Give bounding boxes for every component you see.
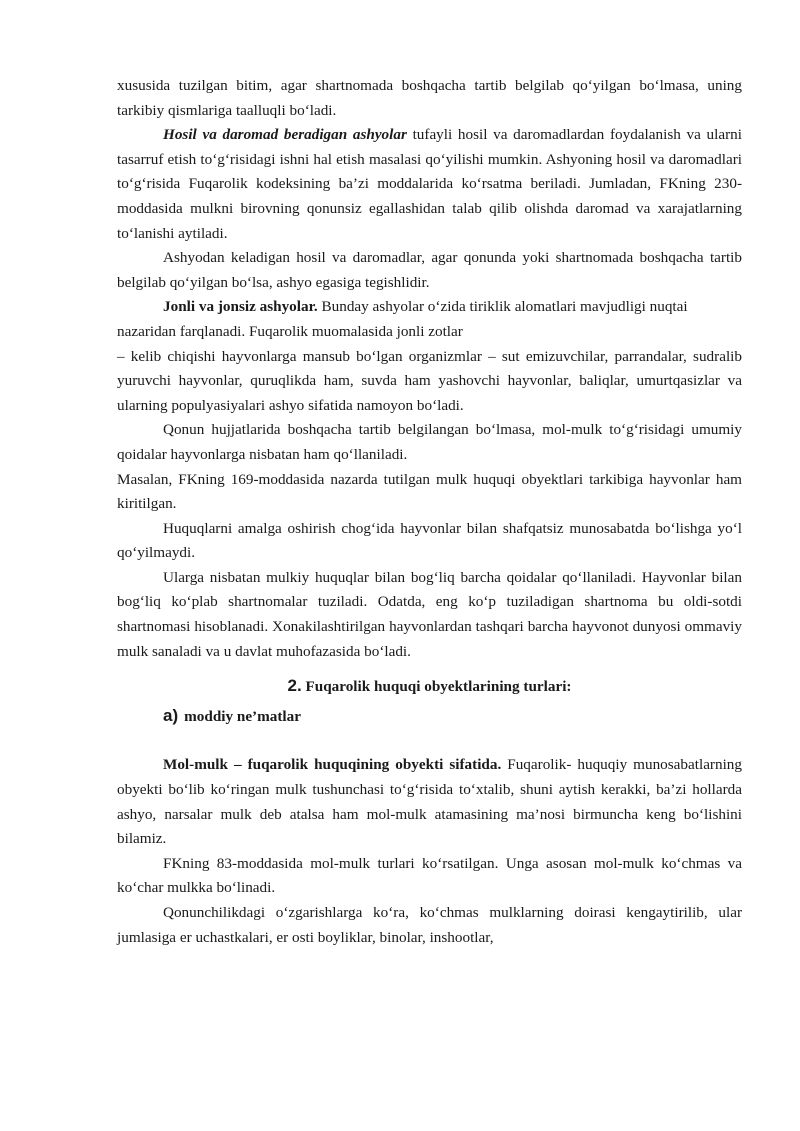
paragraph: xususida tuzilgan bitim, agar shartnomada boshqacha tartib belgilab qo‘yilgan bo‘lmasa, uning tarkibiy qismlariga taalluqli bo‘ladi. bbox=[117, 77, 742, 119]
subsection-letter: a) bbox=[163, 705, 179, 725]
subsection-heading bbox=[117, 704, 742, 730]
paragraph-text: Fuqarolik- huquqiy munosabatlarning obyekti bo‘lib ko‘ringan mulk tushunchasi to‘g‘risida to‘xtalib, shuni aytish kerakki, ba’zi hollarda ashyo, narsalar mulk deb atalsa ham mol-mulk atamasining ma’nosi birmuncha keng bo‘lishini bilamiz. bbox=[117, 756, 742, 848]
section-title: Fuqarolik huquqi obyektlarining turlari: bbox=[301, 678, 572, 696]
paragraph bbox=[117, 123, 742, 246]
term-bold: Mol-mulk – fuqarolik huquqining obyekti sifatida. bbox=[163, 756, 502, 774]
paragraph: Qonun hujjatlarida boshqacha tartib belgilangan bo‘lmasa, mol-mulk to‘g‘risidagi umumiy qoidalar hayvonlarga nisbatan ham qo‘llaniladi. bbox=[117, 421, 742, 463]
term-bold-italic: Hosil va daromad beradigan ashyolar bbox=[163, 126, 407, 144]
paragraph: Masalan, FKning 169-moddasida nazarda tutilgan mulk huquqi obyektlari tarkibiga hayvonlar ham kiritilgan. bbox=[117, 470, 742, 513]
paragraph-text: Bunday ashyolar o‘zida tiriklik alomatlari mavjudligi nuqtai nazaridan farqlanadi. Fuqarolik muomalasida jonli zotlar bbox=[117, 298, 688, 340]
paragraph bbox=[117, 753, 742, 851]
spacer bbox=[117, 729, 742, 753]
paragraph: – kelib chiqishi hayvonlarga mansub bo‘lgan organizmlar – sut emizuvchilar, parrandalar, sudralib yuruvchi hayvonlar, quruqlikda ham, suvda ham yashovchi hayvonlar, baliqlar, umurtqasizlar va ularning populyasiyalari ashyo sifatida namoyon bo‘ladi. bbox=[117, 347, 742, 414]
paragraph: Qonunchilikdagi o‘zgarishlarga ko‘ra, ko‘chmas mulklarning doirasi kengaytirilib, ular jumlasiga er uchastkalari, er osti boyliklar, binolar, inshootlar, bbox=[117, 904, 742, 946]
paragraph: FKning 83-moddasida mol-mulk turlari ko‘rsatilgan. Unga asosan mol-mulk ko‘chmas va ko‘char mulkka bo‘linadi. bbox=[117, 854, 742, 897]
term-bold: Jonli va jonsiz ashyolar. bbox=[163, 298, 318, 316]
subsection-title: moddiy ne’matlar bbox=[184, 707, 301, 725]
paragraph: Ashyodan keladigan hosil va daromadlar, agar qonunda yoki shartnomada boshqacha tartib belgilab qo‘yilgan bo‘lsa, ashyo egasiga tegishlidir. bbox=[117, 249, 742, 291]
paragraph: Huquqlarni amalga oshirish chog‘ida hayvonlar bilan shafqatsiz munosabatda bo‘lishga yo‘l qo‘yilmaydi. bbox=[117, 519, 742, 562]
paragraph: Ularga nisbatan mulkiy huquqlar bilan bog‘liq barcha qoidalar qo‘llaniladi. Hayvonlar bilan bog‘liq ko‘plab shartnomalar tuziladi. Odatda, eng ko‘p tuziladigan shartnoma bu oldi-sotdi shartnomasi hisoblanadi. Xonakilashtirilgan hayvonlardan tashqari barcha hayvonot dunyosi ommaviy mulk sanaladi va u davlat muhofazasida bo‘ladi. bbox=[117, 568, 742, 660]
paragraph bbox=[117, 295, 742, 344]
document-page bbox=[117, 74, 742, 950]
paragraph-text: tufayli hosil va daromadlardan foydalanish va ularni tasarruf etish to‘g‘risidagi ishni hal etish masalasi qo‘yilishi mumkin. Ashyoning hosil va daromadlari to‘g‘risida Fuqarolik kodeksining ba’zi moddalarida ko‘rsatma beriladi. Jumladan, FKning 230-moddasida mulkni birovning qonunsiz egallashidan talab qilib olishda daromad va xarajatlarning to‘lanishi aytiladi. bbox=[117, 126, 742, 242]
section-number: 2. bbox=[287, 676, 302, 696]
section-heading bbox=[117, 674, 742, 700]
